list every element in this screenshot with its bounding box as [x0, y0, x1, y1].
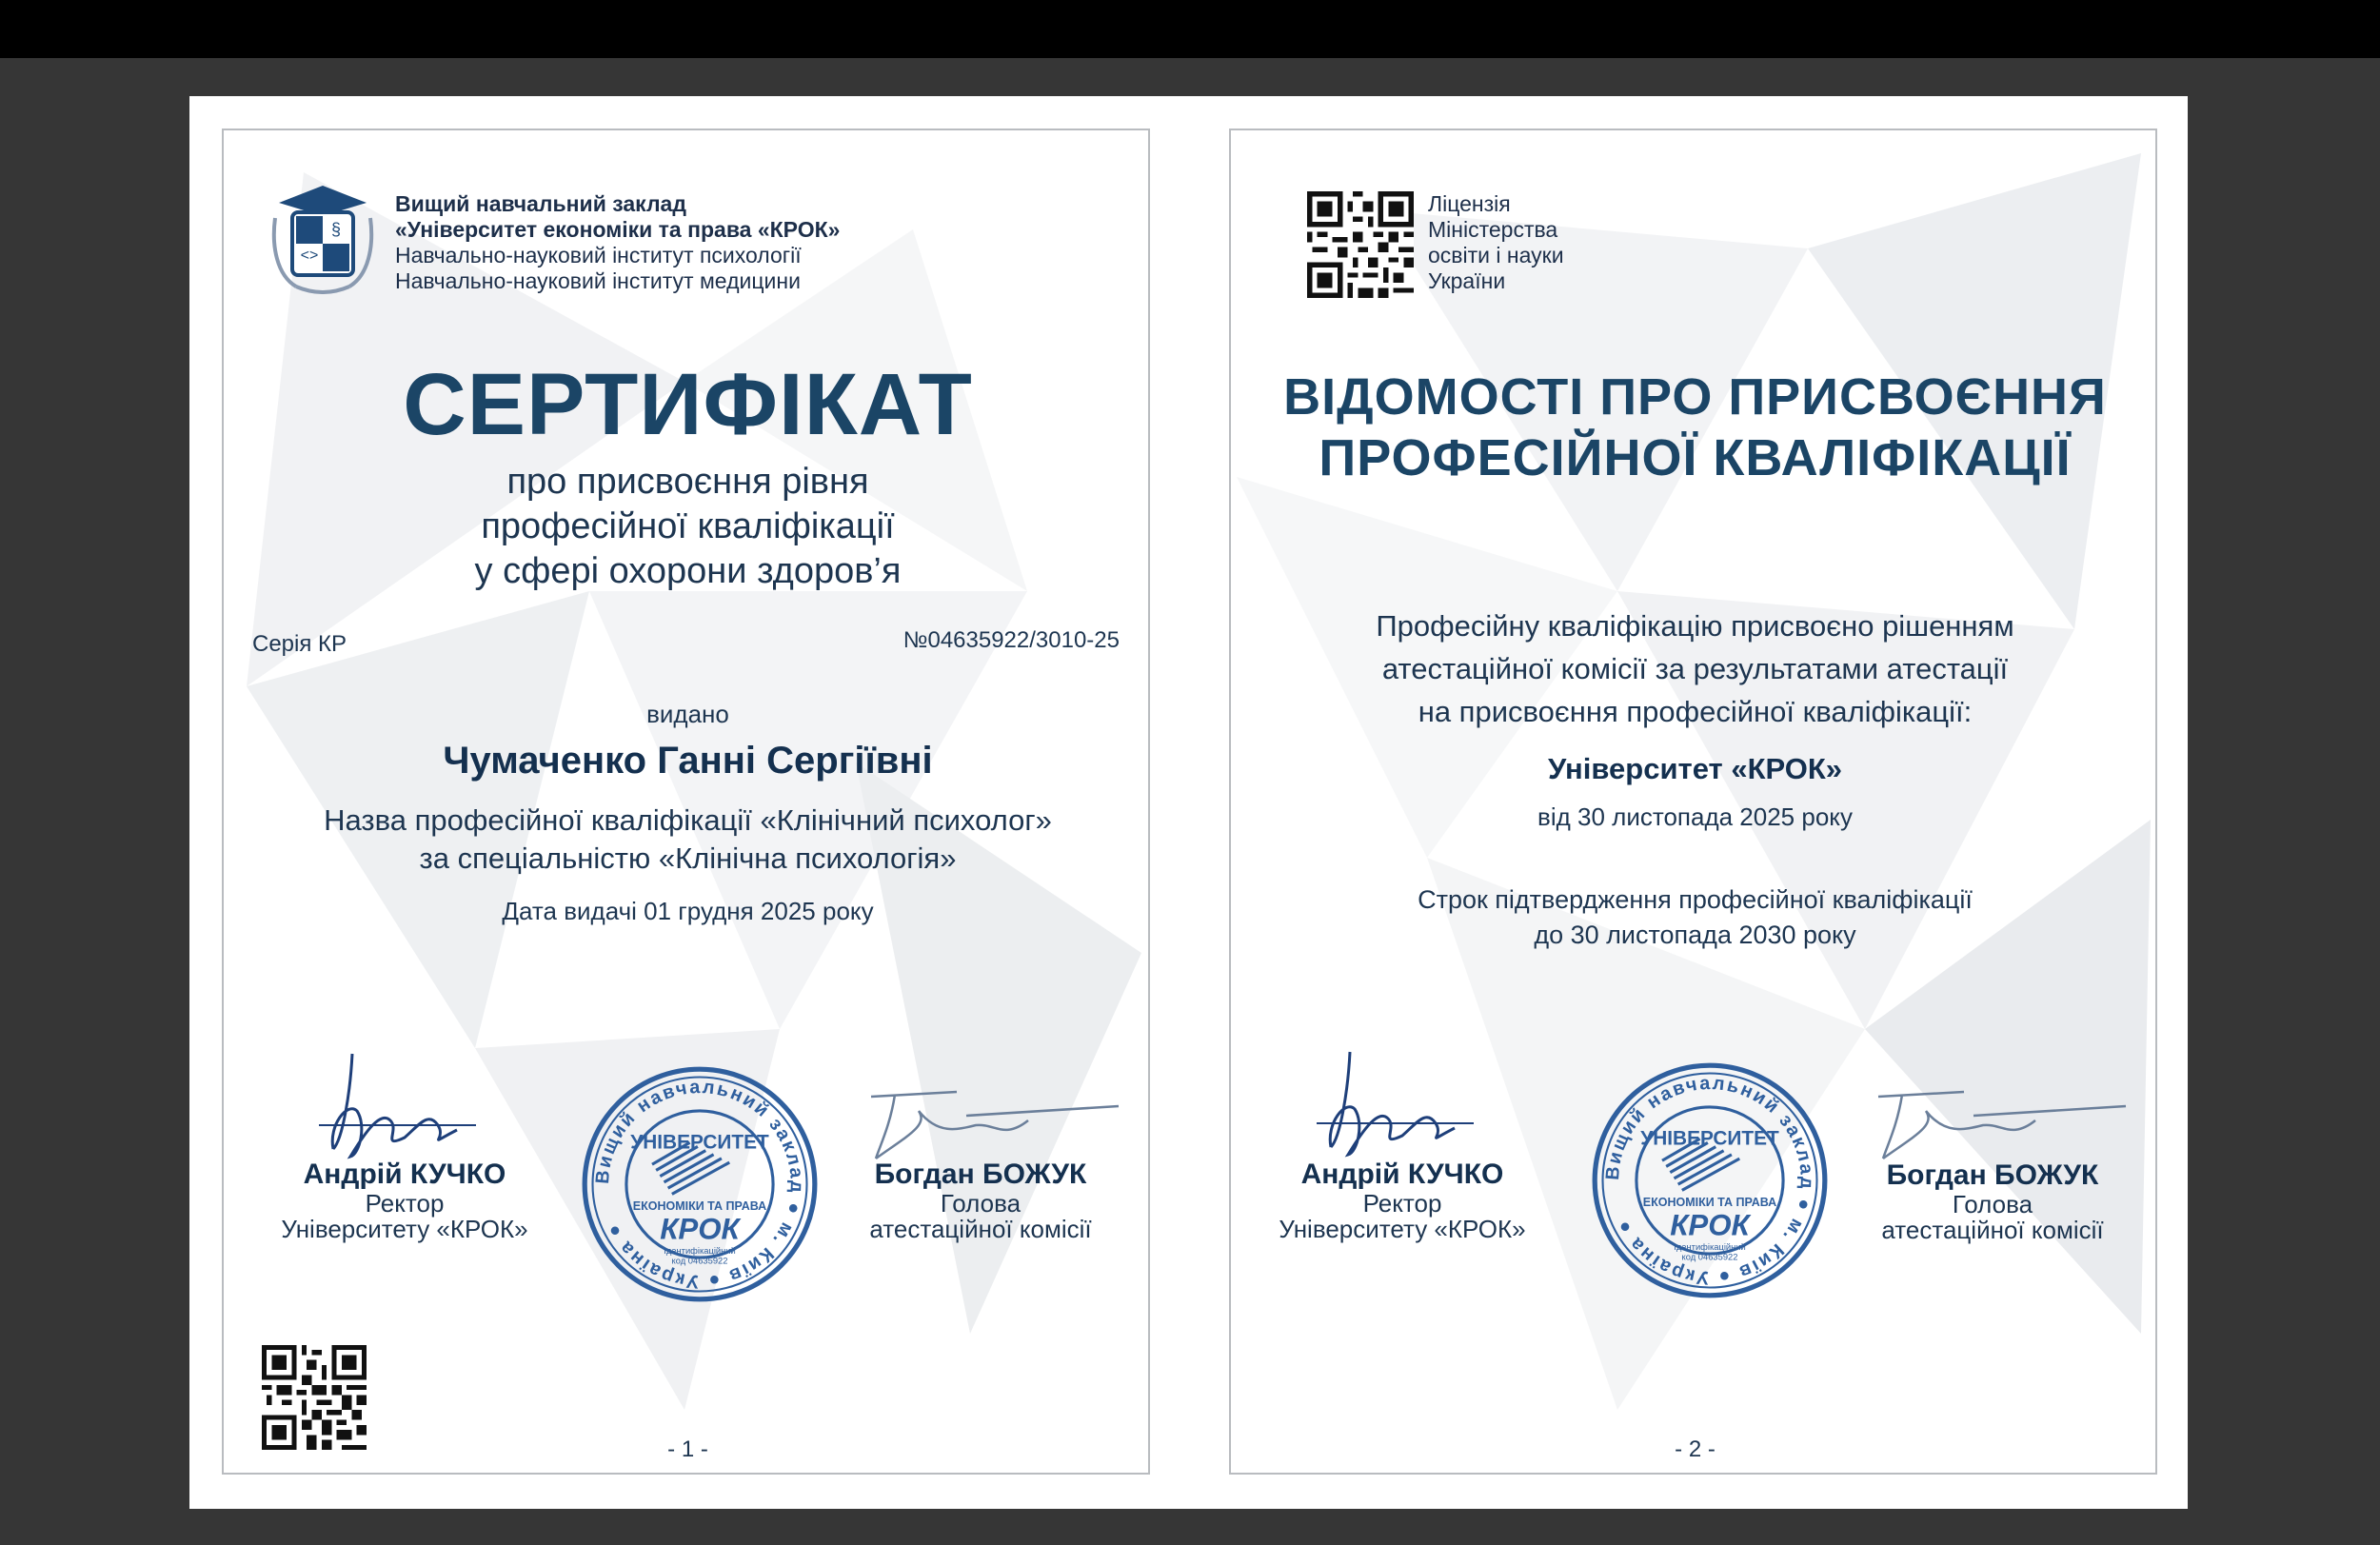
license-text: [1428, 191, 1666, 294]
term-line-1: Строк підтвердження професійної кваліфікації: [1418, 885, 1973, 914]
chair-role-1: Голова: [1952, 1190, 2033, 1218]
decision-text: [1231, 604, 2159, 733]
chair-signature: [852, 1068, 1128, 1173]
certificate-page-2: [1229, 129, 2157, 1475]
header-line-3: Навчально-науковий інститут психології: [395, 243, 802, 267]
header-line-1: Вищий навчальний заклад: [395, 191, 686, 216]
issued-label: видано: [646, 700, 729, 728]
rector-signature: [314, 1035, 486, 1168]
university-name: Університет «КРОК»: [1547, 752, 1843, 785]
rector-signature: [1312, 1033, 1483, 1166]
header-line-2: «Університет економіки та права «КРОК»: [395, 217, 841, 242]
recipient-name: Чумаченко Ганні Сергіївні: [443, 740, 933, 782]
qr-code-icon[interactable]: [262, 1345, 367, 1450]
decision-line-3: на присвоєння професійної кваліфікації:: [1418, 695, 1973, 728]
university-stamp: [581, 1065, 819, 1303]
certificate-sheet: [189, 96, 2188, 1509]
rector-role-2: Університету «КРОК»: [281, 1215, 528, 1243]
svg-text:§: §: [330, 220, 342, 239]
rector-signature-block: [1221, 1159, 1583, 1242]
license-line-2: Міністерства: [1428, 217, 1558, 242]
chair-name: Богдан БОЖУК: [1886, 1159, 2099, 1191]
chair-name: Богдан БОЖУК: [874, 1159, 1087, 1190]
certificate-number: №04635922/3010-25: [902, 627, 1120, 653]
qualification-line-2: за спеціальністю «Клінічна психологія»: [419, 842, 957, 875]
qr-code-icon[interactable]: [1307, 191, 1414, 298]
university-crest-icon: [268, 180, 378, 294]
institution-header: [395, 191, 966, 294]
page-number-2: - 2 -: [1675, 1436, 1716, 1462]
subtitle-line-3: у сфері охорони здоров’я: [474, 551, 902, 591]
chair-role-2: атестаційної комісії: [869, 1215, 1092, 1243]
subtitle-line-1: про присвоєння рівня: [506, 462, 869, 502]
chair-role-1: Голова: [940, 1189, 1021, 1218]
term-line-2: до 30 листопада 2030 року: [1534, 921, 1856, 949]
certificate-title: СЕРТИФІКАТ: [403, 356, 973, 453]
subtitle-line-2: професійної кваліфікації: [481, 506, 895, 546]
confirmation-term: [1231, 882, 2159, 953]
chair-signature-block: [1816, 1159, 2169, 1243]
issue-date: Дата видачі 01 грудня 2025 року: [502, 897, 874, 925]
rector-role-1: Ректор: [365, 1189, 445, 1218]
certificate-subtitle: [224, 460, 1152, 594]
series-label: Серія КР: [252, 631, 347, 657]
university-stamp: [1591, 1061, 1829, 1299]
license-line-4: України: [1428, 268, 1506, 293]
rector-role-1: Ректор: [1362, 1189, 1442, 1218]
decision-date: від 30 листопада 2025 року: [1537, 802, 1853, 831]
page-number-1: - 1 -: [667, 1436, 708, 1462]
qualification-line-1: Назва професійної кваліфікації «Клінічний психолог»: [324, 803, 1052, 837]
info-title-line-2: ПРОФЕСІЙНОЇ КВАЛІФІКАЦІЇ: [1319, 429, 2072, 486]
decision-line-1: Професійну кваліфікацію присвоєно рішенням: [1376, 609, 2014, 643]
info-title: [1231, 366, 2159, 488]
viewer-top-bar: [0, 0, 2380, 58]
info-title-line-1: ВІДОМОСТІ ПРО ПРИСВОЄННЯ: [1283, 368, 2107, 426]
license-line-3: освіти і науки: [1428, 243, 1564, 267]
qualification-text: [224, 802, 1152, 878]
rector-signature-block: [224, 1159, 585, 1242]
rector-role-2: Університету «КРОК»: [1279, 1215, 1526, 1243]
decision-line-2: атестаційної комісії за результатами атестації: [1381, 652, 2009, 685]
svg-text:<>: <>: [300, 248, 319, 264]
rector-name: Андрій КУЧКО: [303, 1159, 506, 1190]
license-line-1: Ліцензія: [1428, 191, 1511, 216]
rector-name: Андрій КУЧКО: [1300, 1159, 1504, 1190]
chair-role-2: атестаційної комісії: [1881, 1216, 2104, 1244]
chair-signature-block: [804, 1159, 1157, 1242]
chair-signature: [1859, 1068, 2135, 1173]
certificate-page-1: [222, 129, 1150, 1475]
header-line-4: Навчально-науковий інститут медицини: [395, 268, 801, 293]
